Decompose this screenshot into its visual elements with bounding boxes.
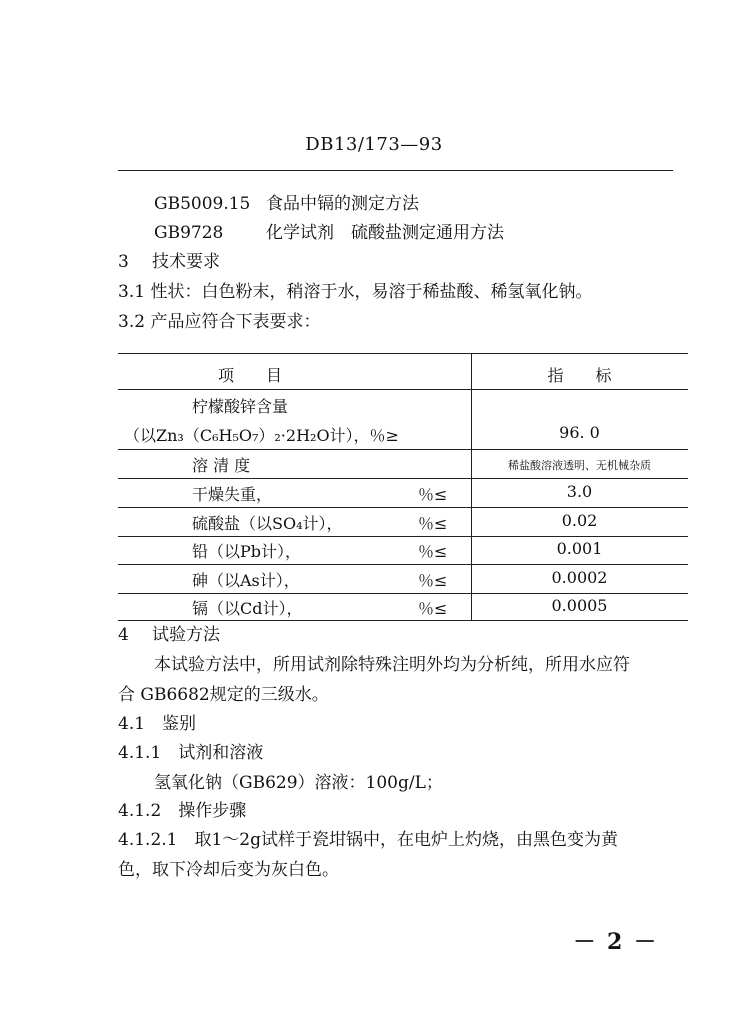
clause-number: 3.2 xyxy=(118,312,146,332)
row-content-value: 96. 0 xyxy=(559,423,600,442)
row-lead-label: 铅（以Pb计）， xyxy=(192,542,302,561)
spec-table xyxy=(118,353,688,621)
row-arsenic-value: 0.0002 xyxy=(551,568,608,587)
row-cadmium-unit: ％≤ xyxy=(418,599,448,618)
section-4-1-heading: 4.1 鉴别 xyxy=(118,714,197,734)
page-number: － 2 － xyxy=(573,929,658,955)
table-rule xyxy=(118,536,688,537)
row-sulfate-value: 0.02 xyxy=(561,511,598,530)
clause-3-2 xyxy=(118,311,320,333)
clause-number: 3.1 xyxy=(118,282,146,302)
header-item: 项 目 xyxy=(218,366,283,385)
table-rule xyxy=(118,620,688,621)
section-4-intro-line1: 本试验方法中，所用试剂除特殊注明外均为分析纯，所用水应符 xyxy=(154,655,630,675)
row-drying-label: 干燥失重， xyxy=(192,485,273,504)
table-rule xyxy=(118,478,688,479)
reference-code: GB9728 xyxy=(154,223,224,243)
header-rule xyxy=(118,170,673,171)
section-4-heading xyxy=(118,624,220,646)
table-rule xyxy=(118,353,688,354)
reagent-line: 氢氧化钠（GB629）溶液：100g/L； xyxy=(154,773,443,793)
row-arsenic-label: 砷（以As计）， xyxy=(192,571,300,590)
row-drying-value: 3.0 xyxy=(566,482,593,501)
row-drying-unit: ％≤ xyxy=(418,485,448,504)
row-sulfate-label: 硫酸盐（以SO₄计）， xyxy=(192,514,343,533)
row-content-formula: （以Zn₃（C₆H₅O₇）₂·2H₂O计），％≥ xyxy=(124,426,399,445)
reference-code: GB5009.15 xyxy=(154,194,251,214)
reference-title: 食品中镉的测定方法 xyxy=(266,194,419,214)
clause-text: 性状：白色粉末，稍溶于水，易溶于稀盐酸、稀氢氧化钠。 xyxy=(150,282,593,302)
section-4-1-2-heading: 4.1.2 操作步骤 xyxy=(118,801,247,821)
document-code: DB13/173—93 xyxy=(305,134,443,155)
row-clarity-label: 溶 清 度 xyxy=(192,456,251,475)
row-clarity-value: 稀盐酸溶液透明、无机械杂质 xyxy=(508,459,651,472)
reference-gb5009 xyxy=(154,193,419,215)
section-title: 技术要求 xyxy=(152,252,220,272)
section-3-heading xyxy=(118,251,220,273)
table-rule xyxy=(118,507,688,508)
section-4-intro-line2: 合 GB6682规定的三级水。 xyxy=(118,685,329,705)
clause-3-1 xyxy=(118,281,592,303)
procedure-line2: 色，取下冷却后变为灰白色。 xyxy=(118,860,339,880)
row-content-label: 柠檬酸锌含量 xyxy=(192,397,289,416)
row-cadmium-value: 0.0005 xyxy=(551,596,608,615)
procedure-line1: 4.1.2.1 取1～2g试样于瓷坩锅中，在电炉上灼烧，由黑色变为黄 xyxy=(118,830,618,850)
reference-gb9728 xyxy=(154,222,504,244)
section-title: 试验方法 xyxy=(152,625,220,645)
section-4-1-1-heading: 4.1.1 试剂和溶液 xyxy=(118,743,264,763)
row-cadmium-label: 镉（以Cd计）， xyxy=(192,599,303,618)
row-sulfate-unit: ％≤ xyxy=(418,514,448,533)
section-number: 3 xyxy=(118,252,129,272)
table-rule xyxy=(118,389,688,390)
clause-text: 产品应符合下表要求： xyxy=(150,312,321,332)
table-rule xyxy=(118,593,688,594)
row-lead-unit: ％≤ xyxy=(418,542,448,561)
row-arsenic-unit: ％≤ xyxy=(418,571,448,590)
table-rule xyxy=(118,449,688,450)
table-rule xyxy=(118,564,688,565)
section-number: 4 xyxy=(118,625,129,645)
reference-title: 化学试剂 硫酸盐测定通用方法 xyxy=(266,223,504,243)
row-lead-value: 0.001 xyxy=(556,539,603,558)
header-index: 指 标 xyxy=(547,366,612,385)
